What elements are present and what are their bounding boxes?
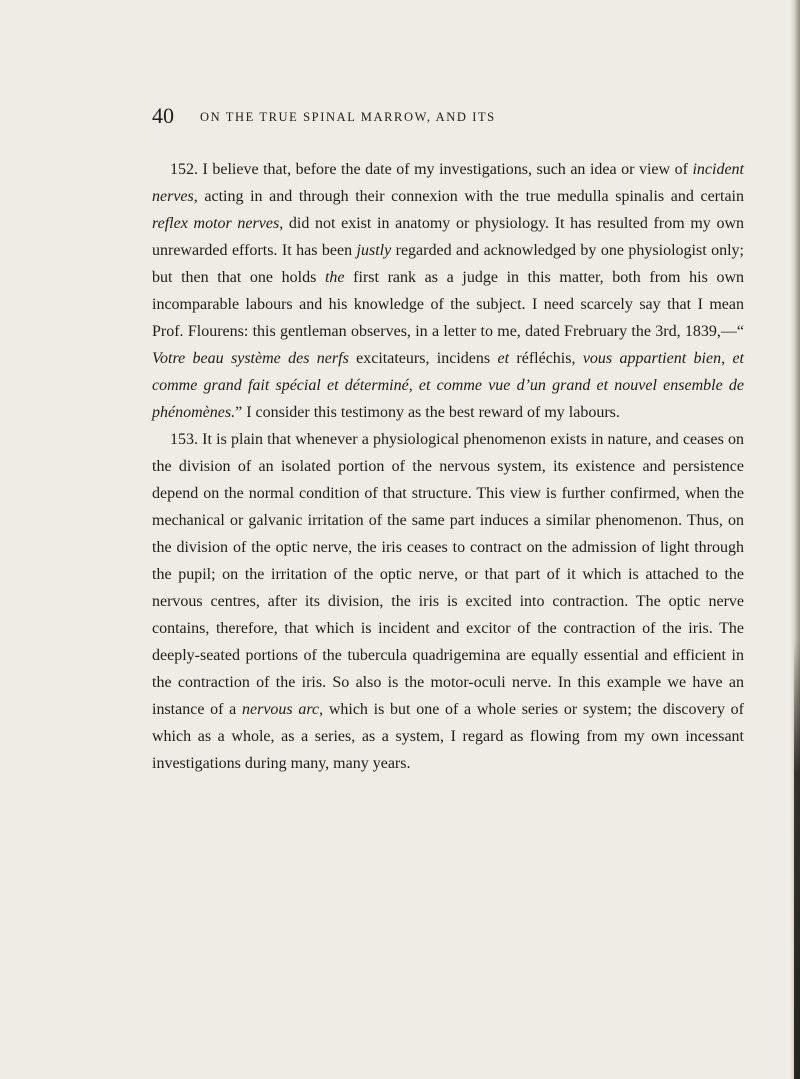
text-segment: réfléchis, bbox=[509, 350, 583, 367]
body-text bbox=[152, 156, 744, 777]
text-segment: , which is but one of a whole series or system; the discovery of which as a whole, as a series, as a system, I regard as flowing from my own incessant investigations during many, many years. bbox=[152, 701, 744, 772]
paragraph-153 bbox=[152, 426, 744, 777]
text-segment-italic: incident nerves bbox=[152, 161, 744, 205]
text-segment: 152. I believe that, before the date of my investigations, such an idea or view of bbox=[170, 161, 693, 178]
text-segment-italic: justly bbox=[356, 242, 392, 259]
text-segment: , did not exist in anatomy or physiology. It has resulted from my own unrewarded efforts. It has been bbox=[152, 215, 745, 259]
text-segment-italic: nervous arc bbox=[242, 701, 320, 718]
text-segment: , acting in and through their connexion with the true medulla spinalis and certain bbox=[193, 188, 744, 205]
text-segment: ” I consider this testimony as the best reward of my labours. bbox=[235, 404, 620, 421]
text-segment-italic: Votre beau système des nerfs bbox=[152, 350, 349, 367]
text-segment-italic: reflex motor nerves bbox=[152, 215, 280, 232]
text-segment: 153. It is plain that whenever a physiological phenomenon exists in nature, and ceases on the division of an isolated portion of the nervous system, its existence and persistence depend on the normal condition of that structure. This view is further confirmed, when the mechanical or galvanic irritation of the same part induces a similar phenomenon. Thus, on the division of the optic nerve, the iris ceases to contract on the admission of light through the pupil; on the irritation of the optic nerve, or that part of it which is attached to the nervous centres, after its division, the iris is excited into contraction. The optic nerve contains, therefore, that which is incident and excitor of the contraction of the iris. The deeply-seated portions of the tubercula quadrigemina are equally essential and efficient in the contraction of the iris. So also is the motor-oculi nerve. In this example we have an instance of a bbox=[152, 431, 744, 718]
page-header bbox=[152, 104, 742, 128]
paragraph-152 bbox=[152, 156, 744, 426]
page-number: 40 bbox=[152, 103, 174, 128]
running-head: ON THE TRUE SPINAL MARROW, AND ITS bbox=[200, 110, 496, 124]
text-segment: first rank as a judge in this matter, both from his own incomparable labours and his knowledge of the subject. I need scarcely say that I mean Prof. Flourens: this gentleman observes, in a letter to me, dated Frebruary the 3rd, 1839,—“ bbox=[152, 269, 744, 340]
text-segment-italic: vous appartient bien, et comme grand fait spécial et déterminé, et comme vue d’un grand et nouvel ensemble de phénomènes. bbox=[152, 350, 744, 421]
text-segment: excitateurs, incidens bbox=[348, 350, 498, 367]
page-edge-shadow bbox=[794, 640, 800, 1079]
text-segment: regarded and acknowledged by one physiologist only; but then that one holds bbox=[152, 242, 744, 286]
text-segment-italic: et bbox=[497, 350, 510, 367]
text-segment-italic: the bbox=[324, 269, 345, 286]
